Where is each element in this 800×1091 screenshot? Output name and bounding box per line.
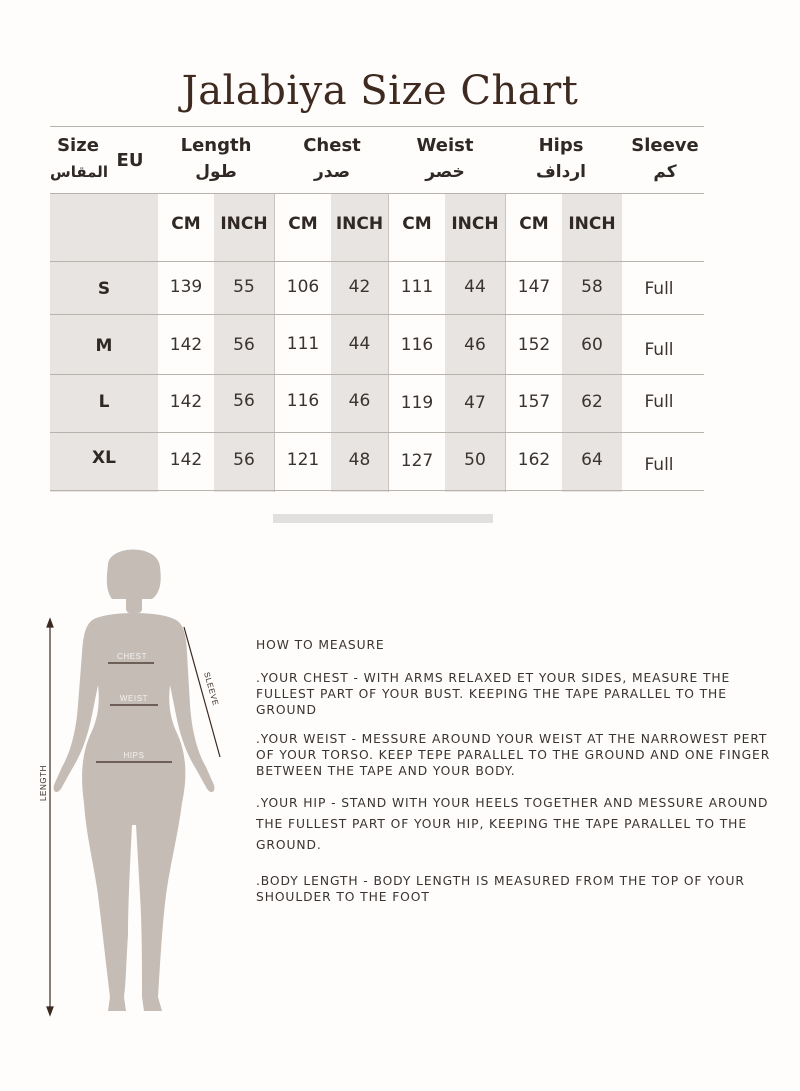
hips-label: HIPS	[123, 751, 145, 760]
how-to-measure-section	[256, 637, 776, 905]
body-silhouette	[54, 550, 215, 1012]
hip-instruction: .YOUR HIP - STAND WITH YOUR HEELS TOGETHER AND MESSURE AROUND THE FULLEST PART OF YOUR HIP, KEEPING THE TAPE PARALLEL TO THE GROUND.	[256, 796, 769, 852]
header-size-en: Size	[57, 135, 99, 156]
header-size-ar: المقاس	[50, 163, 108, 181]
unit-label: CM	[519, 214, 549, 234]
sleeve-value: Full	[644, 455, 674, 475]
length-inch: 56	[233, 391, 255, 411]
header-sleeve-ar: كم	[653, 162, 677, 182]
chest-instruction: .YOUR CHEST - WITH ARMS RELAXED ET YOUR SIDES, MEASURE THE FULLEST PART OF YOUR BUST. KEEPING THE TAPE PARALLEL TO THE GROUND	[256, 671, 731, 717]
weist-cm: 116	[400, 335, 434, 355]
header-eu	[110, 150, 150, 172]
weist-label: WEIST	[119, 694, 149, 703]
unit-label: CM	[288, 214, 318, 234]
header-chest-ar: صدر	[313, 162, 351, 182]
hips-inch: 62	[581, 392, 603, 412]
table-rule	[50, 490, 704, 491]
header-length	[166, 135, 266, 183]
weist-cm: 111	[400, 277, 434, 297]
table-rule	[50, 126, 704, 127]
header-length-en: Length	[180, 135, 252, 156]
size-chart-table	[50, 126, 704, 492]
chest-inch: 44	[348, 334, 371, 354]
unit-label: CM	[171, 214, 201, 234]
table-rule	[50, 314, 704, 315]
length-instruction: .BODY LENGTH - BODY LENGTH IS MEASURED FROM THE TOP OF YOUR SHOULDER TO THE FOOT	[256, 874, 745, 904]
header-sleeve	[620, 135, 710, 183]
divider-bar	[273, 514, 493, 523]
unit-label: INCH	[335, 214, 384, 234]
length-cm: 142	[169, 450, 203, 470]
header-weist-ar: خصر	[425, 162, 465, 182]
chest-inch: 48	[348, 450, 371, 470]
table-rule	[50, 193, 704, 194]
length-label: LENGTH	[39, 764, 48, 801]
size-label: XL	[92, 448, 116, 468]
body-measurement-figure	[30, 535, 260, 1025]
sleeve-value: Full	[644, 279, 674, 299]
size-label: L	[98, 392, 110, 412]
hips-cm: 162	[517, 450, 551, 470]
sleeve-value: Full	[644, 340, 674, 360]
table-rule	[50, 261, 704, 262]
hips-cm: 147	[517, 277, 551, 297]
unit-label: INCH	[451, 214, 499, 234]
weist-inch: 46	[464, 335, 486, 355]
hips-inch: 58	[581, 277, 603, 297]
chest-inch: 42	[348, 277, 371, 297]
header-eu-label: EU	[116, 150, 144, 171]
length-inch: 56	[233, 450, 255, 470]
how-to-heading: HOW TO MEASURE	[256, 638, 385, 652]
header-chest	[282, 135, 382, 183]
length-cm: 139	[169, 277, 203, 297]
hips-inch: 60	[581, 335, 603, 355]
chest-cm: 106	[286, 277, 320, 297]
unit-label: INCH	[220, 214, 268, 234]
weist-cm: 127	[400, 451, 434, 471]
chest-cm: 116	[286, 391, 320, 411]
sleeve-label: SLEEVE	[202, 671, 221, 707]
hips-inch: 64	[581, 450, 603, 470]
header-size	[50, 135, 106, 183]
header-hips-en: Hips	[538, 135, 584, 156]
weist-inch: 44	[464, 277, 486, 297]
chest-inch: 46	[348, 391, 371, 411]
chest-label: CHEST	[116, 652, 148, 661]
header-weist-en: Weist	[416, 135, 474, 156]
header-hips-ar: ارداف	[536, 162, 586, 182]
header-hips	[511, 135, 611, 183]
header-chest-en: Chest	[303, 135, 361, 156]
page-title: Jalabiya Size Chart	[181, 68, 579, 114]
size-label: M	[95, 336, 113, 356]
weist-instruction: .YOUR WEIST - MESSURE AROUND YOUR WEIST AT THE NARROWEST PERT OF YOUR TORSO. KEEP TEPE PARALLEL TO THE GROUND AND ONE FINGER BETWEEN THE TAPE AND YOUR BODY.	[256, 732, 771, 778]
header-sleeve-en: Sleeve	[631, 135, 699, 156]
length-inch: 55	[233, 277, 255, 297]
weist-inch: 47	[464, 393, 486, 413]
size-label: S	[97, 279, 111, 299]
unit-label: INCH	[568, 214, 616, 234]
table-rule	[50, 374, 704, 375]
chest-cm: 121	[286, 450, 320, 470]
weist-inch: 50	[464, 450, 486, 470]
table-rule	[50, 432, 704, 433]
hips-cm: 152	[517, 335, 551, 355]
length-cm: 142	[169, 335, 203, 355]
chest-cm: 111	[286, 334, 320, 354]
unit-label: CM	[402, 214, 432, 234]
hips-cm: 157	[517, 392, 551, 412]
sleeve-value: Full	[644, 392, 674, 412]
header-weist	[395, 135, 495, 183]
length-inch: 56	[233, 335, 255, 355]
weist-cm: 119	[400, 393, 434, 413]
header-length-ar: طول	[195, 162, 237, 182]
length-cm: 142	[169, 392, 203, 412]
